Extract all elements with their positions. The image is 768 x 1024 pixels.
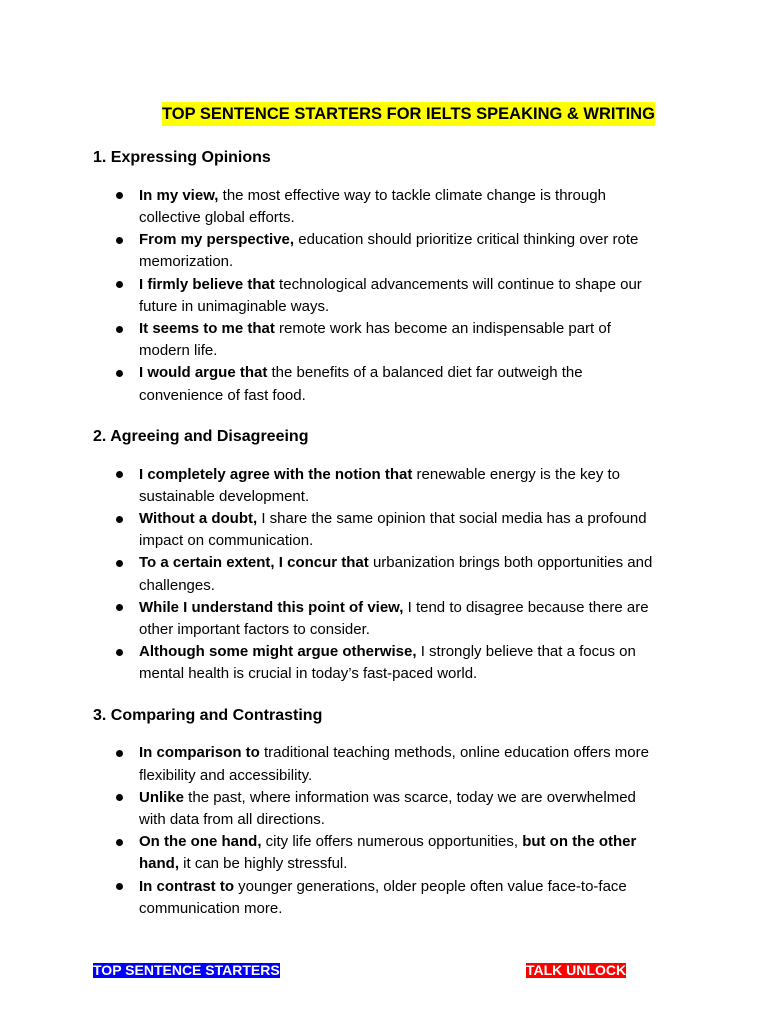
list-item <box>93 597 733 641</box>
list-item <box>93 552 733 596</box>
bullet-icon <box>116 649 123 656</box>
item-line <box>139 831 733 853</box>
bullet-icon <box>116 192 123 199</box>
item-line <box>139 362 733 384</box>
sentence-text: sustainable development. <box>139 487 310 505</box>
list-item <box>93 508 733 552</box>
list-item <box>93 362 733 406</box>
list-item <box>93 787 733 831</box>
footer-tag-left: TOP SENTENCE STARTERS <box>93 962 280 978</box>
item-line <box>139 251 733 273</box>
item-line <box>139 486 733 508</box>
item-line <box>139 853 733 875</box>
bullet-icon <box>116 883 123 890</box>
sentence-text: I tend to disagree because there are <box>403 598 649 616</box>
item-line <box>139 809 733 831</box>
section-heading: 3. Comparing and Contrasting <box>93 706 323 724</box>
item-line <box>139 385 733 407</box>
sentence-text: memorization. <box>139 253 234 271</box>
bullet-icon <box>116 237 123 244</box>
sentence-text: traditional teaching methods, online education offers more <box>259 744 649 762</box>
item-line <box>139 296 733 318</box>
bullet-list <box>93 742 733 920</box>
item-line <box>139 552 733 574</box>
bullet-list <box>93 464 733 686</box>
document-title: TOP SENTENCE STARTERS FOR IELTS SPEAKING & WRITING <box>162 102 655 126</box>
section-heading: 2. Agreeing and Disagreeing <box>93 427 309 445</box>
item-line <box>139 207 733 229</box>
sentence-text: mental health is crucial in today’s fast-paced world. <box>139 665 478 683</box>
sentence-text: convenience of fast food. <box>139 386 306 404</box>
list-item <box>93 274 733 318</box>
sentence-text: city life offers numerous opportunities, <box>261 833 523 851</box>
starter-phrase: Unlike <box>139 788 185 806</box>
item-line <box>139 185 733 207</box>
item-line <box>139 765 733 787</box>
sentence-text: challenges. <box>139 576 215 594</box>
bullet-icon <box>116 471 123 478</box>
bullet-icon <box>116 326 123 333</box>
sentence-text: the benefits of a balanced diet far outweigh the <box>267 364 583 382</box>
starter-phrase: hand, <box>139 855 179 873</box>
sentence-text: communication more. <box>139 899 283 917</box>
item-line <box>139 898 733 920</box>
starter-phrase: To a certain extent, I concur that <box>139 554 369 572</box>
section-1 <box>93 148 733 407</box>
sentence-text: with data from all directions. <box>139 810 325 828</box>
sentence-text: other important factors to consider. <box>139 620 370 638</box>
bullet-icon <box>116 281 123 288</box>
starter-phrase: I would argue that <box>139 364 268 382</box>
item-line <box>139 340 733 362</box>
item-line <box>139 318 733 340</box>
starter-phrase: In comparison to <box>139 744 260 762</box>
starter-phrase: While I understand this point of view, <box>139 598 404 616</box>
item-line <box>139 663 733 685</box>
section-2 <box>93 427 733 686</box>
list-item <box>93 185 733 229</box>
starter-phrase: Without a doubt, <box>139 510 258 528</box>
item-line <box>139 464 733 486</box>
sentence-text: remote work has become an indispensable part of <box>274 320 611 338</box>
bullet-icon <box>116 794 123 801</box>
item-line <box>139 619 733 641</box>
list-item <box>93 318 733 362</box>
item-line <box>139 597 733 619</box>
list-item <box>93 464 733 508</box>
starter-phrase: On the one hand, <box>139 833 262 851</box>
sentence-text: technological advancements will continue to shape our <box>274 275 642 293</box>
starter-phrase: In my view, <box>139 186 219 204</box>
sentence-text: the most effective way to tackle climate change is through <box>218 186 606 204</box>
item-line <box>139 641 733 663</box>
sentence-text: modern life. <box>139 342 218 360</box>
item-line <box>139 575 733 597</box>
item-line <box>139 508 733 530</box>
list-item <box>93 641 733 685</box>
section-heading: 1. Expressing Opinions <box>93 149 271 166</box>
item-line <box>139 229 733 251</box>
list-item <box>93 229 733 273</box>
bullet-icon <box>116 516 123 523</box>
list-item <box>93 742 733 786</box>
footer-tag-right: TALK UNLOCK <box>526 962 627 978</box>
document-body <box>93 148 733 940</box>
starter-phrase: It seems to me that <box>139 320 275 338</box>
bullet-icon <box>116 560 123 567</box>
sentence-text: future in unimaginable ways. <box>139 297 330 315</box>
list-item <box>93 831 733 875</box>
sentence-text: renewable energy is the key to <box>412 465 620 483</box>
starter-phrase: Although some might argue otherwise, <box>139 643 417 661</box>
sentence-text: younger generations, older people often value face-to-face <box>234 877 627 895</box>
section-3 <box>93 706 733 920</box>
starter-phrase: From my perspective, <box>139 231 295 249</box>
sentence-text: I strongly believe that a focus on <box>416 643 636 661</box>
item-line <box>139 274 733 296</box>
sentence-text: the past, where information was scarce, today we are overwhelmed <box>184 788 636 806</box>
sentence-text: impact on communication. <box>139 532 314 550</box>
bullet-icon <box>116 370 123 377</box>
bullet-icon <box>116 604 123 611</box>
list-item <box>93 876 733 920</box>
bullet-icon <box>116 839 123 846</box>
sentence-text: flexibility and accessibility. <box>139 766 313 784</box>
starter-phrase: I firmly believe that <box>139 275 275 293</box>
item-line <box>139 530 733 552</box>
sentence-text: education should prioritize critical thinking over rote <box>294 231 639 249</box>
starter-phrase: In contrast to <box>139 877 235 895</box>
sentence-text: collective global efforts. <box>139 209 295 227</box>
starter-phrase: but on the other <box>522 833 637 851</box>
item-line <box>139 876 733 898</box>
item-line <box>139 787 733 809</box>
bullet-list <box>93 185 733 407</box>
item-line <box>139 742 733 764</box>
starter-phrase: I completely agree with the notion that <box>139 465 413 483</box>
bullet-icon <box>116 750 123 757</box>
sentence-text: it can be highly stressful. <box>179 855 348 873</box>
sentence-text: urbanization brings both opportunities and <box>368 554 653 572</box>
sentence-text: I share the same opinion that social media has a profound <box>257 510 647 528</box>
